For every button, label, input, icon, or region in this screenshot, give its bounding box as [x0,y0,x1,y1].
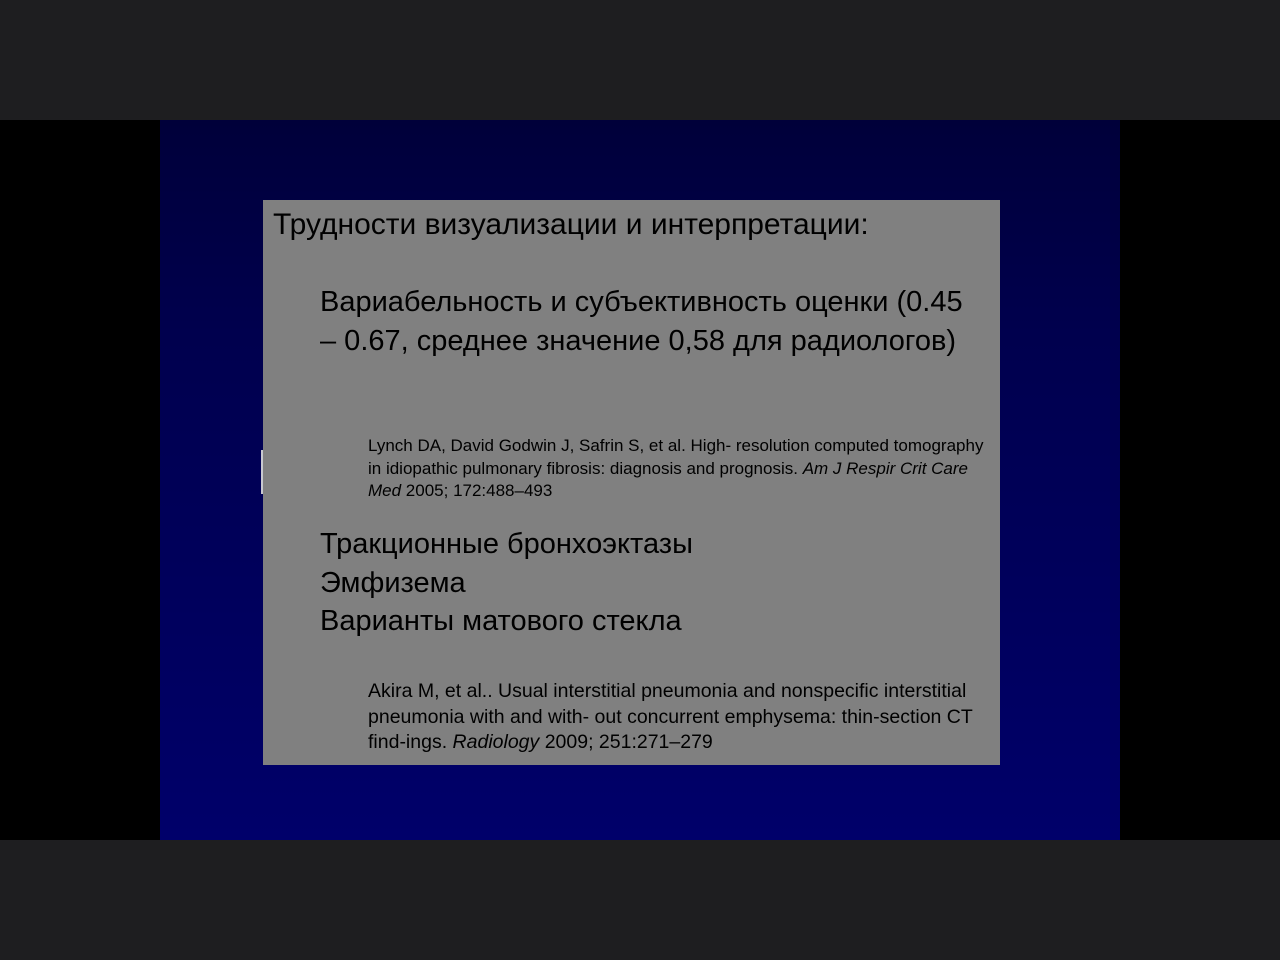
reference-2-journal: Radiology [452,731,540,753]
reference-2-details: 2009; 251:271–279 [539,731,713,753]
finding-item: Тракционные бронхоэктазы [320,528,693,560]
reference-1-details: 2005; 172:488–493 [401,481,553,500]
reference-2 [368,679,988,756]
reference-1-text: Lynch DA, David Godwin J, Safrin S, et al. High- resolution computed tomography in idiopathic pulmonary fibrosis: diagnosis and prognosis. [368,436,984,478]
main-point: Вариабельность и субъективность оценки (0.45 – 0.67, среднее значение 0,58 для радиологов) [320,286,963,357]
finding-item: Эмфизема [320,566,466,599]
slide-title: Трудности визуализации и интерпретации: [273,208,869,241]
reference-1 [368,435,988,503]
findings-list [320,525,693,641]
presentation-slide [160,120,1120,840]
reference-1-journal: Am J Respir Crit Care Med [368,458,968,500]
content-panel [263,200,1000,765]
finding-item: Варианты матового стекла [320,605,682,637]
reference-2-text: Akira M, et al.. Usual interstitial pneumonia and nonspecific interstitial pneumonia with and with- out concurrent emphysema: thin-section CT find-ings. [368,680,973,753]
